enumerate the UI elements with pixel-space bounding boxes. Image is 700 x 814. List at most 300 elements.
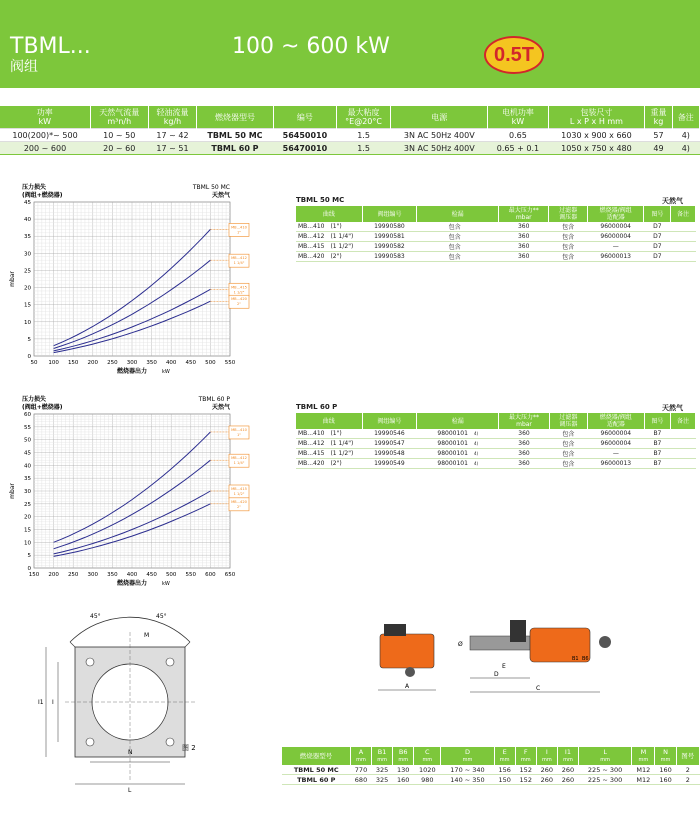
cell: 10 ~ 50	[90, 129, 148, 142]
dim-col-header	[515, 747, 536, 765]
cell-text: 19990547	[374, 440, 405, 447]
cell-text: D7	[653, 223, 662, 230]
bolt-hole	[166, 658, 174, 666]
chart-title: TBML 60 P	[198, 396, 230, 403]
burner-fan-top	[599, 636, 611, 648]
y-tick-label: 20	[24, 514, 31, 521]
dim-col-header	[579, 747, 632, 765]
cell-text: (1 1/4")	[330, 440, 354, 447]
cell	[671, 459, 696, 469]
dim-col-header	[393, 747, 414, 765]
cell	[499, 252, 549, 262]
col-viscosity: 最大粘度 °E@20°C	[336, 106, 390, 129]
col-code: 编号	[273, 106, 336, 129]
y-tick-label: 50	[24, 437, 31, 444]
cell	[671, 222, 696, 232]
angle-label-2: 45°	[156, 613, 167, 620]
y-tick-label: 30	[24, 489, 31, 495]
cell-text: B7	[653, 430, 662, 437]
cell-text: 98000101	[437, 430, 468, 437]
cell	[549, 232, 587, 242]
chart-ylabel: mbar	[9, 483, 16, 499]
cell-text: (1 1/2")	[330, 450, 354, 457]
chart-xlabel: 燃烧器出力	[116, 368, 148, 375]
series-label: MB...412	[231, 456, 247, 461]
spec-table	[0, 106, 700, 155]
dim-col-unit: mm	[541, 756, 552, 763]
x-tick-label: 350	[107, 572, 118, 578]
dim-col-unit: mm	[398, 756, 409, 763]
col-filter: 过滤器 调压器	[549, 206, 587, 222]
cell	[362, 459, 417, 469]
table-row	[0, 129, 700, 142]
chart-xlabel: 燃烧器出力	[116, 580, 148, 587]
x-tick-label: 400	[165, 360, 177, 366]
cell-text: 360	[518, 440, 530, 447]
cell	[499, 429, 549, 439]
cell: 20 ~ 60	[90, 142, 148, 155]
cell-text: 96000004	[600, 440, 632, 447]
cell	[296, 232, 362, 242]
table-row	[296, 459, 696, 469]
cell: 980	[414, 775, 441, 785]
chart-gas: 天然气	[211, 404, 230, 411]
cell-text: 360	[517, 233, 530, 240]
cell	[644, 459, 671, 469]
chart-xunit: kW	[162, 581, 170, 587]
cell	[417, 232, 499, 242]
cell-text: 19990549	[374, 460, 405, 467]
cell	[549, 222, 587, 232]
cell-text: 19990581	[374, 233, 405, 240]
cell: 260	[536, 765, 557, 775]
series-label: MB...420	[231, 297, 247, 302]
cell	[296, 459, 362, 469]
x-tick-label: 500	[165, 572, 177, 578]
cell-text: (1")	[330, 223, 342, 230]
col-adapter: 燃烧器/阀组 适配器	[587, 206, 644, 222]
cell-text: —	[612, 450, 619, 457]
y-tick-label: 10	[24, 540, 31, 547]
cell-text: MB...410	[298, 223, 325, 230]
cell	[644, 449, 671, 459]
cell: 3N AC 50Hz 400V	[391, 129, 488, 142]
dim-col-unit: mm	[600, 756, 610, 763]
series-label: 1"	[237, 432, 241, 437]
series-label: MB...415	[231, 487, 247, 491]
dim-col-header	[414, 747, 441, 765]
y-tick-label: 5	[27, 553, 31, 560]
cell-text: 98000101	[437, 450, 468, 457]
power-range: 100 ~ 600 kW	[232, 34, 390, 59]
series-label: 1 1/2"	[233, 290, 245, 295]
col-max-pressure: 最大压力** mbar	[499, 413, 549, 429]
dim-col-name: 图号	[681, 751, 695, 760]
table-row	[296, 252, 696, 262]
cell: 56470010	[273, 142, 336, 155]
series-label: 1"	[237, 230, 241, 235]
dim-col-name: M	[640, 747, 647, 756]
cell	[417, 252, 499, 262]
cell-text: D7	[653, 253, 662, 260]
cell-text: 98000101	[437, 440, 468, 447]
burner-body-top	[530, 628, 590, 662]
cell-text: 19990583	[374, 253, 405, 260]
table-row	[296, 429, 696, 439]
dim-label-d: D	[494, 671, 499, 678]
burner-fan	[405, 667, 415, 677]
cell	[417, 429, 499, 439]
y-tick-label: 25	[24, 501, 31, 508]
cell-text: 360	[518, 460, 530, 467]
chart-ylabel-top: 压力损失	[22, 184, 47, 191]
col-notes: 备注	[672, 106, 699, 129]
cell: 260	[557, 775, 578, 785]
cell	[671, 449, 696, 459]
cell	[588, 439, 645, 449]
cell-text: D7	[653, 233, 662, 240]
series-label: MB...412	[231, 256, 247, 261]
cell-text: 包含	[562, 431, 575, 438]
cell	[671, 439, 696, 449]
cell	[644, 232, 671, 242]
cell: 150	[494, 775, 515, 785]
y-tick-label: 55	[24, 424, 31, 431]
dim-col-unit: mm	[462, 756, 473, 763]
cell: 200 ~ 600	[0, 142, 90, 155]
y-tick-label: 0	[27, 354, 31, 360]
y-tick-label: 40	[24, 217, 31, 224]
cell	[588, 429, 645, 439]
dim-col-header	[676, 747, 699, 765]
col-valve-code: 阀组编号	[362, 413, 417, 429]
cell-text: MB...415	[298, 450, 325, 457]
x-tick-label: 300	[126, 360, 138, 366]
cell: 0.65	[488, 129, 548, 142]
cell	[587, 222, 644, 232]
cell-text: 包含	[448, 254, 461, 261]
burner-drawing	[370, 612, 620, 702]
cell-text: 包含	[448, 224, 461, 231]
cell	[644, 429, 671, 439]
x-tick-label: 250	[67, 572, 79, 578]
gas-type-label: 天然气	[662, 197, 683, 205]
dim-label-c: C	[536, 685, 541, 692]
dim-col-unit: mm	[377, 756, 387, 763]
dim-col-name: F	[523, 747, 528, 756]
cell: 770	[350, 765, 371, 775]
cell-text: 96000004	[600, 430, 632, 437]
pressure-chart-tbml50	[0, 180, 250, 380]
cell-text: 包含	[562, 234, 575, 241]
cell-text: 4)	[473, 431, 479, 436]
cell: 2	[676, 765, 699, 775]
col-fig: 图号	[644, 206, 671, 222]
bolt-hole	[166, 738, 174, 746]
table-row	[296, 232, 696, 242]
cell	[499, 459, 549, 469]
dim-col-header	[536, 747, 557, 765]
col-fig: 图号	[644, 413, 671, 429]
cell: 56450010	[273, 129, 336, 142]
cell: M12	[632, 775, 655, 785]
cell	[362, 222, 417, 232]
cell	[587, 242, 644, 252]
table-row	[282, 765, 700, 775]
dim-label-m: M	[144, 632, 150, 639]
y-tick-label: 35	[24, 234, 31, 241]
cell	[362, 232, 417, 242]
cell-text: 360	[517, 253, 530, 260]
col-pack: 包装尺寸 L x P x H mm	[548, 106, 645, 129]
cell-text: 19990580	[374, 223, 405, 230]
dim-col-unit: mm	[520, 756, 531, 763]
dim-col-unit: mm	[499, 756, 510, 763]
cell	[644, 222, 671, 232]
cell-text: D7	[653, 243, 662, 250]
cell	[417, 459, 499, 469]
cell	[549, 449, 587, 459]
cell	[499, 242, 549, 252]
col-leak: 检漏	[417, 413, 499, 429]
y-tick-label: 10	[24, 319, 31, 326]
cell-text: 360	[517, 243, 530, 250]
cell-text: MB...420	[298, 460, 325, 467]
burner-valve	[510, 620, 526, 642]
x-tick-label: 50	[30, 360, 38, 366]
x-tick-label: 350	[146, 360, 157, 366]
cell-text: 19990548	[374, 450, 405, 457]
cell-text: MB...415	[298, 243, 325, 250]
x-tick-label: 650	[224, 572, 236, 578]
cell	[362, 449, 417, 459]
col-oil-flow: 轻油流量 kg/h	[148, 106, 196, 129]
cell-text: 包含	[562, 441, 575, 448]
series-label: 1 1/2"	[233, 492, 245, 496]
y-tick-label: 60	[24, 412, 31, 418]
dim-col-name: 燃烧器型号	[299, 751, 333, 760]
table-row	[296, 449, 696, 459]
dim-col-name: C	[425, 747, 430, 756]
cell-text: 4)	[473, 441, 479, 446]
cell	[549, 429, 587, 439]
series-label: 1 1/4"	[233, 461, 245, 466]
cell	[587, 232, 644, 242]
bolt-hole	[86, 738, 94, 746]
cell	[588, 449, 645, 459]
cell: 4)	[672, 129, 699, 142]
table-row	[282, 775, 700, 785]
dim-label-dia: Ø	[458, 641, 463, 648]
cell-text: (1 1/4")	[330, 233, 354, 240]
dim-col-unit: mm	[638, 756, 649, 763]
y-tick-label: 0	[27, 566, 31, 572]
valve-table-tbml60	[296, 413, 696, 469]
cell	[499, 449, 549, 459]
bolt-hole	[86, 658, 94, 666]
cell-text: MB...420	[298, 253, 325, 260]
cell	[296, 222, 362, 232]
dim-col-header	[494, 747, 515, 765]
product-subtitle: 阀组	[10, 59, 38, 75]
cell-text: 360	[517, 223, 530, 230]
spec-table-header	[0, 106, 700, 129]
y-tick-label: 40	[24, 463, 31, 470]
cell: 1.5	[336, 142, 390, 155]
valve-table-header	[296, 413, 696, 429]
cell	[644, 439, 671, 449]
cell-text: 包含	[562, 254, 575, 261]
col-power: 功率 kW	[0, 106, 90, 129]
dim-label-b6: B6	[582, 656, 589, 662]
chart-ylabel-top: 压力损失	[22, 396, 47, 403]
cell	[362, 252, 417, 262]
col-notes: 备注	[671, 413, 696, 429]
cell	[671, 232, 696, 242]
cell-text: 19990582	[374, 243, 405, 250]
chart-ylabel-sub: (阀组+燃烧器)	[22, 404, 63, 411]
cell-text: MB...410	[298, 430, 325, 437]
dim-col-name: B6	[398, 747, 408, 756]
gas-type-label: 天然气	[662, 404, 683, 412]
dim-label-e: E	[502, 663, 506, 670]
cell-text: 4)	[473, 451, 479, 456]
cell: TBML 50 MC	[282, 765, 350, 775]
x-tick-label: 400	[126, 572, 138, 578]
cell: 260	[536, 775, 557, 785]
cell	[549, 252, 587, 262]
dim-col-name: I	[545, 747, 548, 756]
table-row	[296, 242, 696, 252]
series-label: MB...415	[231, 285, 247, 290]
col-leak: 检漏	[417, 206, 499, 222]
col-supply: 电源	[391, 106, 488, 129]
cell: M12	[632, 765, 655, 775]
cell	[549, 242, 587, 252]
cell: 1.5	[336, 129, 390, 142]
col-model: 燃烧器型号	[197, 106, 274, 129]
cell-text: 包含	[562, 244, 575, 251]
dim-label-n: N	[128, 749, 133, 756]
cell-text: B7	[653, 450, 662, 457]
dim-col-header	[350, 747, 371, 765]
dim-col-name: D	[464, 747, 470, 756]
series-label: MB...410	[231, 427, 247, 432]
cell-text: (2")	[330, 253, 342, 260]
cell	[499, 222, 549, 232]
col-filter: 过滤器 调压器	[549, 413, 587, 429]
burner-motor	[384, 624, 406, 636]
cell: 160	[393, 775, 414, 785]
dim-col-header	[557, 747, 578, 765]
dim-label-i: I	[52, 699, 54, 706]
valve-table-tbml50	[296, 206, 696, 262]
table-row	[0, 142, 700, 155]
cell: 1030 x 900 x 660	[548, 129, 645, 142]
cell-text: 96000013	[600, 460, 632, 467]
cell: 2	[676, 775, 699, 785]
cell: 3N AC 50Hz 400V	[391, 142, 488, 155]
dim-col-header	[655, 747, 676, 765]
dim-col-name: L	[603, 747, 607, 756]
series-label: MB...420	[231, 499, 247, 504]
cell-text: 4)	[473, 461, 479, 466]
valve-table-header	[296, 206, 696, 222]
dim-col-header	[282, 747, 350, 765]
x-tick-label: 500	[205, 360, 216, 366]
y-tick-label: 15	[24, 302, 31, 309]
dim-col-name: E	[502, 747, 507, 756]
cell: 160	[655, 775, 676, 785]
x-tick-label: 450	[185, 360, 197, 366]
cell: 680	[350, 775, 371, 785]
cell	[587, 252, 644, 262]
cell	[644, 252, 671, 262]
x-tick-label: 600	[205, 572, 216, 578]
dim-col-name: N	[663, 747, 668, 756]
product-title: TBML...	[10, 34, 91, 59]
dim-col-unit: mm	[356, 756, 366, 763]
cell: TBML 60 P	[197, 142, 274, 155]
cell-text: 包含	[562, 224, 575, 231]
dim-col-name: B1	[377, 747, 387, 756]
cell: 225 ~ 300	[579, 765, 632, 775]
dim-col-unit: mm	[422, 756, 433, 763]
cell: 225 ~ 300	[579, 775, 632, 785]
cell: 156	[494, 765, 515, 775]
dim-col-header	[441, 747, 494, 765]
col-max-pressure: 最大压力** mbar	[499, 206, 549, 222]
cell	[671, 252, 696, 262]
cell: 160	[655, 765, 676, 775]
chart-title: TBML 50 MC	[192, 184, 230, 191]
dim-label-a: A	[405, 683, 410, 690]
series-label: 2"	[237, 504, 241, 509]
cell	[549, 459, 587, 469]
x-tick-label: 150	[28, 572, 40, 578]
y-tick-label: 45	[24, 450, 31, 457]
cell: 170 ~ 340	[441, 765, 494, 775]
series-label: 2"	[237, 302, 241, 307]
cell: 130	[393, 765, 414, 775]
cell: 100(200)*~ 500	[0, 129, 90, 142]
cell-text: 96000004	[600, 223, 631, 230]
cell-text: 包含	[448, 244, 461, 251]
series-label: 1 1/4"	[233, 261, 245, 266]
cell-text: (1")	[330, 430, 342, 437]
cell	[671, 429, 696, 439]
cell-text: B7	[653, 460, 662, 467]
x-tick-label: 200	[48, 572, 59, 578]
y-tick-label: 15	[24, 527, 31, 534]
y-tick-label: 20	[24, 285, 31, 292]
cell	[296, 242, 362, 252]
chart-ylabel-sub: (阀组+燃烧器)	[22, 192, 63, 199]
cell	[362, 429, 417, 439]
cell-text: MB...412	[298, 440, 325, 447]
col-motor: 电机功率 kW	[488, 106, 548, 129]
x-tick-label: 150	[67, 360, 79, 366]
cell	[296, 252, 362, 262]
cell: 325	[372, 775, 393, 785]
cell	[417, 439, 499, 449]
col-adapter: 燃烧器/阀组 适配器	[588, 413, 645, 429]
col-notes: 备注	[671, 206, 696, 222]
cell	[644, 242, 671, 252]
col-valve-code: 阀组编号	[362, 206, 417, 222]
dim-col-header	[632, 747, 655, 765]
cell-text: 包含	[562, 451, 575, 458]
